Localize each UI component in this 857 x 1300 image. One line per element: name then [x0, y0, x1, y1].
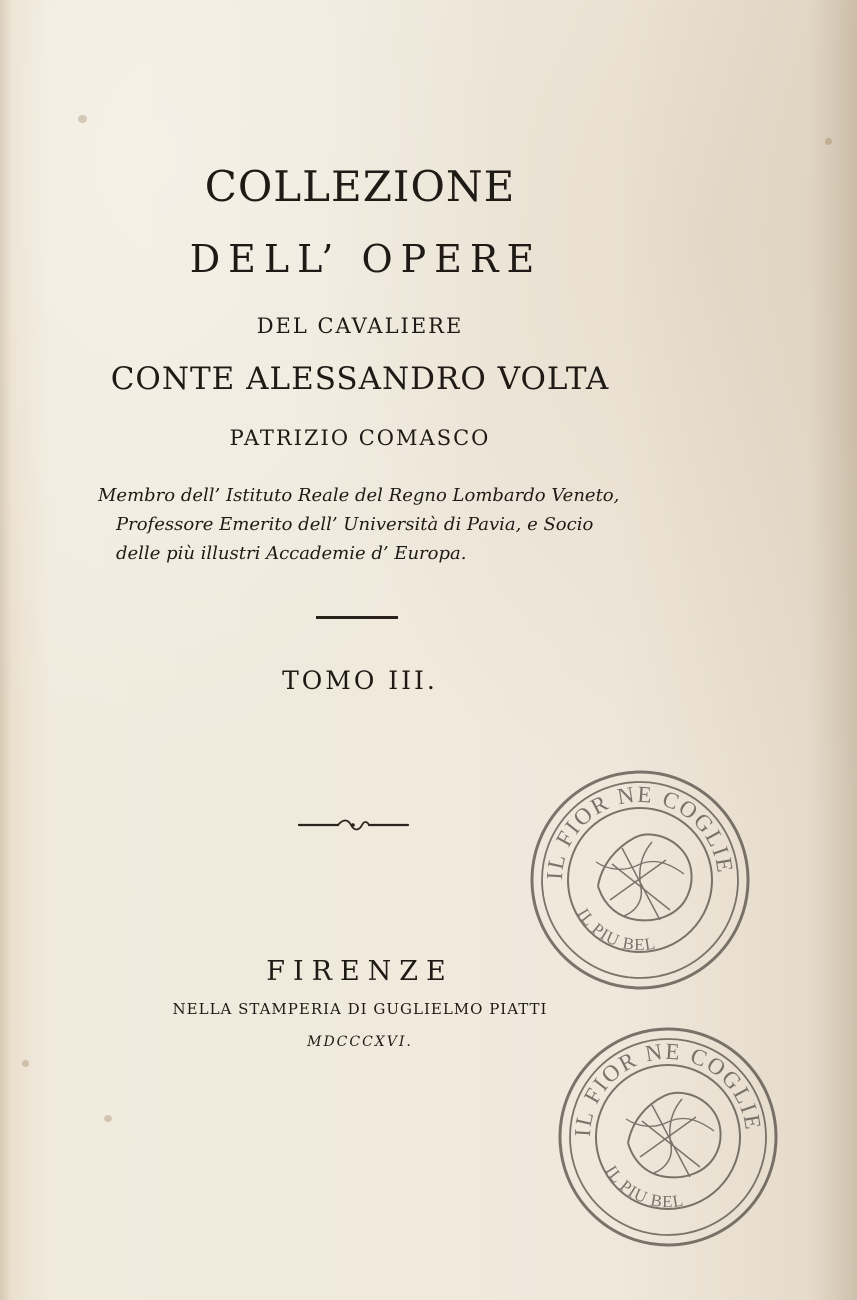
author-name: CONTE ALESSANDRO VOLTA [110, 361, 610, 397]
imprint-printer: NELLA STAMPERIA DI GUGLIELMO PIATTI [172, 1000, 548, 1018]
foxing-spot [825, 138, 832, 145]
page-fold-right [809, 0, 857, 1300]
title-collezione: COLLEZIONE [204, 162, 516, 211]
ornament-icon [296, 818, 411, 832]
stamp-motto: IL FIOR NE COGLIE [541, 781, 738, 881]
library-stamp-icon [548, 1017, 788, 1257]
imprint-city: FIRENZE [266, 956, 454, 987]
description-line-2: Professore Emerito dell’ Università di Pavia, e Socio [116, 514, 594, 535]
foxing-spot [78, 115, 87, 123]
stamp-prefix: IL PIU BEL [573, 905, 658, 955]
title-dell-opere: DELL’ OPERE [189, 237, 543, 281]
description-line-1: Membro dell’ Istituto Reale del Regno Lombardo Veneto, [98, 485, 620, 506]
foxing-spot [104, 1115, 112, 1122]
description-line-3: delle più illustri Accademie d’ Europa. [116, 543, 467, 564]
stamp-motto: IL FIOR NE COGLIE [569, 1038, 766, 1138]
title-del-cavaliere: DEL CAVALIERE [256, 314, 464, 338]
author-origin: PATRIZIO COMASCO [229, 426, 491, 450]
imprint-year: MDCCCXVI. [307, 1034, 413, 1050]
library-stamp-icon [520, 760, 760, 1000]
volume-label: TOMO III. [282, 666, 438, 695]
foxing-spot [22, 1060, 29, 1067]
stamp-prefix: IL PIU BEL [601, 1162, 686, 1212]
title-rule [316, 616, 398, 619]
